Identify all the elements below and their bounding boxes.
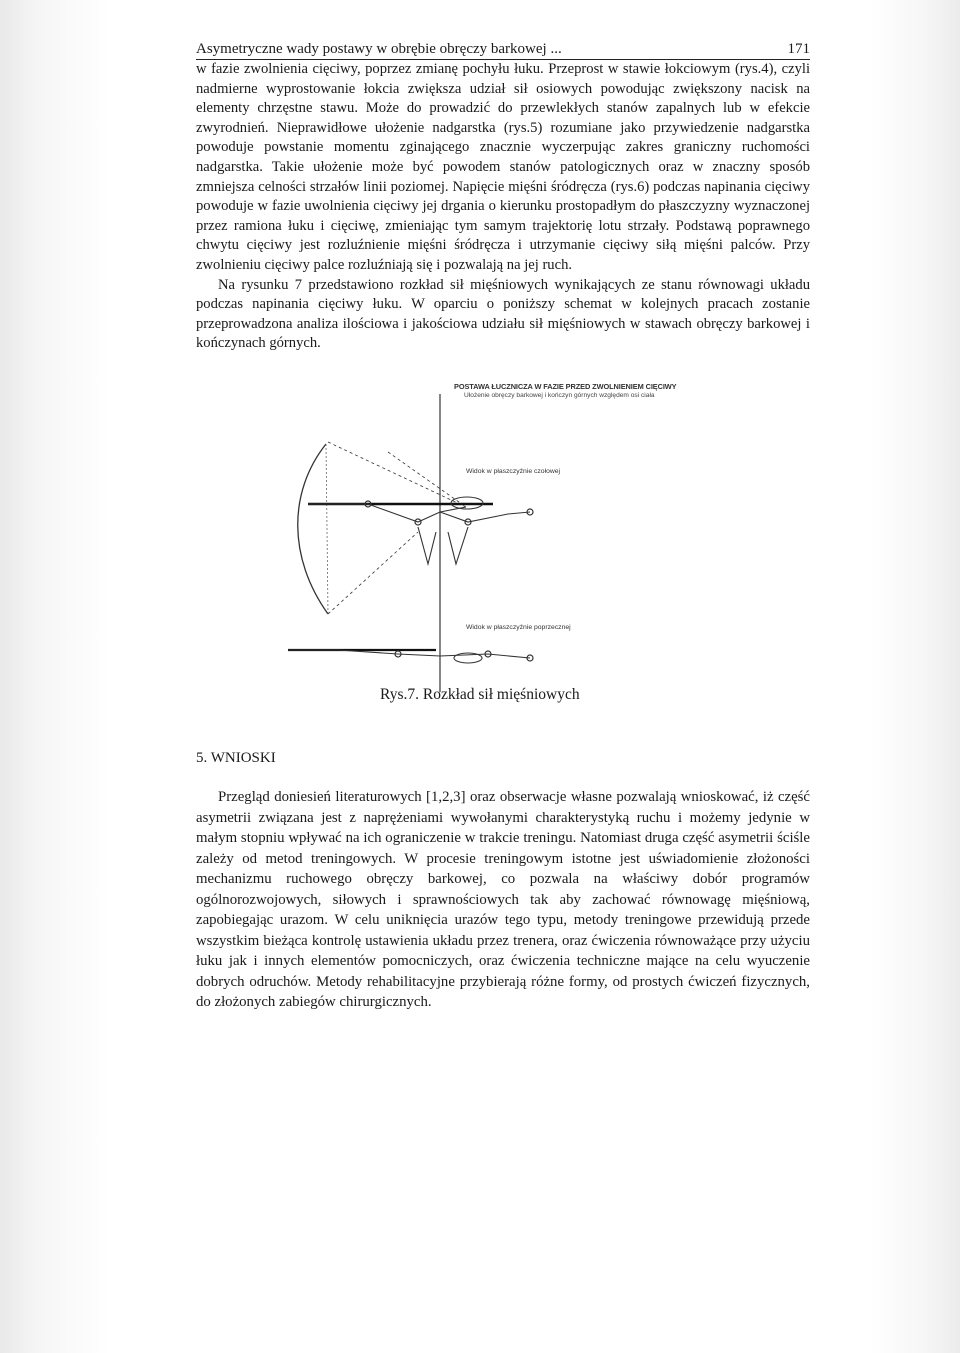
figure-archery-posture [268, 382, 738, 712]
running-title: Asymetryczne wady postawy w obrębie obręczy barkowej ... [196, 41, 562, 57]
conclusions-paragraph: Przegląd doniesień literaturowych [1,2,3] oraz obserwacje własne pozwalają wnioskować, iż część asymetrii związana jest z naprężeniami wywołanymi charakterystyką ruchu i możemy jedynie w małym stopniu wpływać na ich ograniczenie w trakcie treningu. Natomiast druga część asymetrii ściśle zależy od metod treningowych. W procesie treningowym istotne jest uświadomienie złożoności mechanizmu ruchowego obręczy barkowej, co pozwala na właściwy dobór programów ogólnorozwojowych, siłowych i sprawnościowych tak aby zachować równowagę mięśniową, zapobiegając urazom. W celu uniknięcia urazów tego typu, metody treningowe przewidują przede wszystkim bieżąca kontrolę ustawienia układu przez trenera, oraz ćwiczenia równoważące przy użyciu łuku jak i innych elementów pomocniczych, oraz ćwiczenia techniczne mające na celu wyuczenie dobrych odruchów. Metody rehabilitacyjne przybierają różne formy, od prostych ćwiczeń fizycznych, do złożonych zabiegów chirurgicznych. [196, 789, 810, 1010]
transverse-arms [288, 650, 530, 658]
force-line-c [328, 532, 418, 614]
force-line-a [328, 442, 466, 507]
scan-edge-left [0, 0, 110, 1353]
figure-drawing [268, 382, 738, 712]
bow-string [326, 444, 328, 614]
section-heading-conclusions: 5. WNIOSKI [196, 750, 276, 766]
figure-caption: Rys.7. Rozkład sił mięśniowych [380, 686, 580, 703]
page-number: 171 [787, 41, 810, 57]
bow-limb [298, 444, 328, 614]
figure-label-frontal: Widok w płaszczyźnie czołowej [466, 468, 561, 475]
body-paragraph-1: w fazie zwolnienia cięciwy, poprzez zmianę pochyłu łuku. Przeprost w stawie łokciowym (rys.4), czyli nadmierne wyprostowanie łokcia zwiększa udział sił osiowych powodując zwiększony nacisk na elementy chrzęstne stawu. Może do prowadzić do przewlekłych stanów zapalnych lub w efekcie zwyrodnień. Nieprawidłowe ułożenie nadgarstka (rys.5) rozumiane jako przywiedzenie nadgarstka powoduje powstanie momentu zginającego znacznie wyczerpując zakres graniczny ruchomości nadgarstka. Takie ułożenie może być powodem stanów patologicznych oraz w znaczny sposób zmniejsza celności strzałów linii poziomej. Napięcie mięśni śródręcza (rys.6) podczas napinania cięciwy powoduje w fazie uwolnienia cięciwy jej drgania o kierunku prostopadłym do płaszczyzny wyznaczonej przez ramiona łuku i cięciwę, zmieniając tym samym trajektorię lotu strzały. Podstawą poprawnego chwytu cięciwy jest rozluźnienie mięśni śródręcza i utrzymanie cięciwy siłą mięśni palców. Przy zwolnieniu cięciwy palce rozluźniają się i pozwalają na jej ruch. [196, 61, 810, 273]
body-paragraph-2: Na rysunku 7 przedstawiono rozkład sił mięśniowych wynikających ze stanu równowagi układu podczas napinania cięciwy łuku. W oparciu o poniższy schemat w kolejnych pracach zostanie przeprowadzona analiza ilościowa i jakościowa udziału sił mięśniowych w stawach obręczy barkowej i kończynach górnych. [196, 276, 810, 352]
scan-edge-right [870, 0, 960, 1353]
torso-wedge-right [448, 527, 468, 564]
draw-arm [440, 512, 530, 522]
conclusions-section [196, 787, 810, 1013]
page-body [196, 40, 810, 354]
figure-label-transverse: Widok w płaszczyźnie poprzecznej [466, 624, 571, 631]
running-header [196, 40, 810, 60]
figure-title: POSTAWA ŁUCZNICZA W FAZIE PRZED ZWOLNIENIEM CIĘCIWY [454, 382, 677, 391]
torso-wedge-left [418, 527, 436, 564]
figure-subtitle: Ułożenie obręczy barkowej i kończyn górnych względem osi ciała [464, 392, 655, 399]
